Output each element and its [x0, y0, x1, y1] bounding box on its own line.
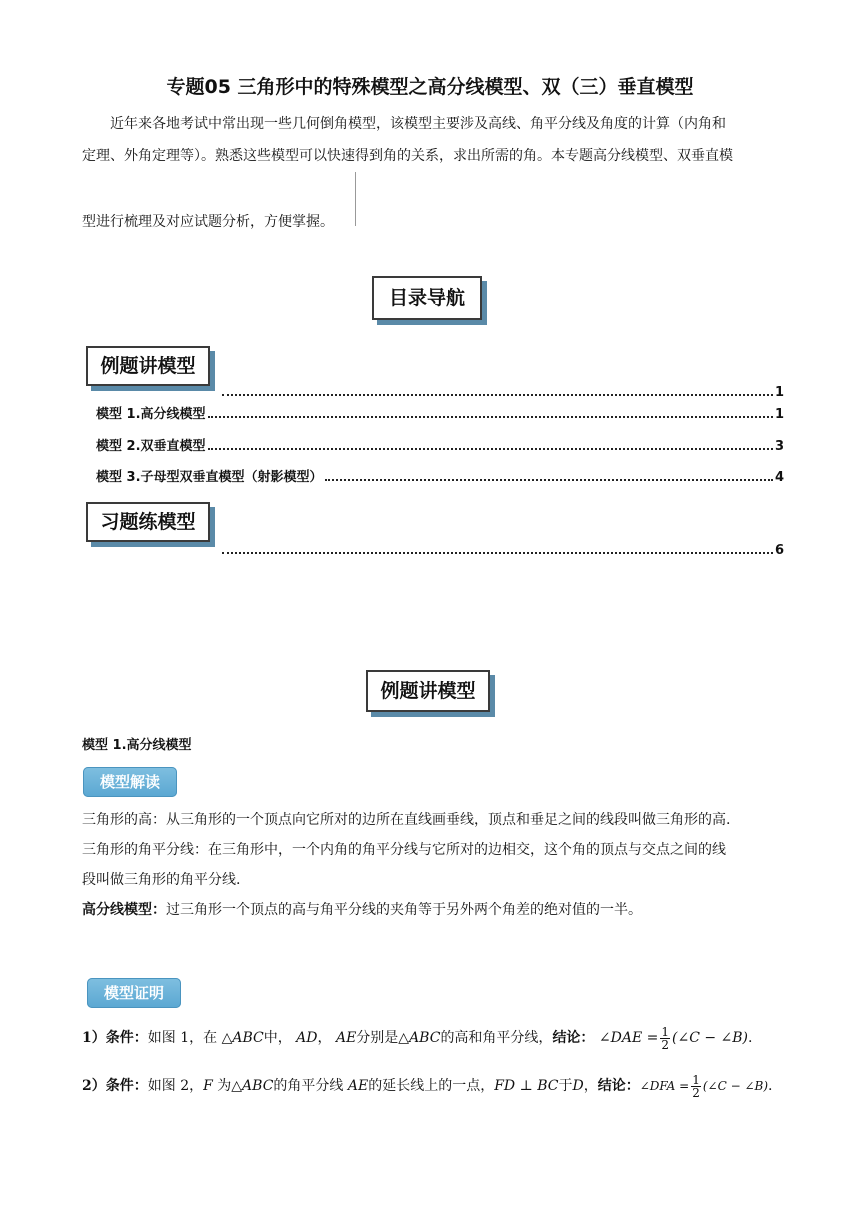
cond2-fraction	[691, 1074, 701, 1099]
model-statement-text: 过三角形一个顶点的高与角平分线的夹角等于另外两个角差的绝对值的一半。	[166, 902, 642, 918]
cond1-fraction	[660, 1026, 670, 1051]
cond2-text: 的延长线上的一点，	[368, 1078, 495, 1094]
cond1-label: 条件：	[105, 1030, 148, 1046]
fraction-denominator: 2	[661, 1037, 669, 1052]
definition-bisector-1: 三角形的角平分线：在三角形中，一个内角的角平分线与它所对的边相交，这个角的顶点与交点之间的线	[82, 842, 726, 858]
cond1-formula-rhs: (∠C − ∠B)	[672, 1030, 749, 1046]
toc-dots	[325, 478, 773, 481]
toc-item-label: 模型 3.子母型双垂直模型（射影模型）	[96, 470, 323, 485]
cond2-text: 于	[558, 1078, 573, 1094]
cond1-text: ，	[317, 1030, 332, 1046]
cond2-f: F	[203, 1078, 213, 1094]
cond2-fd-perp-bc: FD ⊥ BC	[494, 1078, 559, 1094]
toc-dots	[208, 447, 773, 450]
toc-page-number: 3	[774, 439, 784, 454]
toc-section-exercise[interactable]: 习题练模型	[86, 502, 210, 542]
intro-line-3: 型进行梳理及对应试题分析，方便掌握。	[82, 214, 334, 230]
condition-1	[82, 1024, 782, 1052]
toc-dots	[208, 415, 773, 418]
toc-header: 目录导航	[372, 276, 482, 320]
toc-section2-leader[interactable]	[222, 538, 784, 558]
definition-height: 三角形的高：从三角形的一个顶点向它所对的边所在直线画垂线，顶点和垂足之间的线段叫做三角形的高.	[82, 812, 731, 828]
cond1-text: 中，	[263, 1030, 292, 1046]
cond1-triangle: △ABC	[221, 1030, 264, 1046]
cond1-text: 如图 1，在	[147, 1030, 218, 1046]
condition-2	[82, 1072, 782, 1100]
cond2-text: ，	[583, 1078, 598, 1094]
section-box-example: 例题讲模型	[366, 670, 490, 712]
toc-page-number: 1	[774, 385, 784, 400]
cond1-triangle-2: △ABC	[398, 1030, 441, 1046]
intro-line-2: 定理、外角定理等）。熟悉这些模型可以快速得到角的关系，求出所需的角。本专题高分线模型、双垂直模	[82, 148, 733, 164]
toc-dots	[222, 393, 773, 396]
cond2-end: .	[768, 1078, 773, 1094]
tag-model-reading: 模型解读	[83, 767, 177, 797]
cond1-formula-lhs: ∠DAE =	[598, 1030, 659, 1046]
fraction-numerator: 1	[661, 1024, 669, 1039]
toc-item-label: 模型 2.双垂直模型	[96, 439, 206, 454]
cond2-text: 如图 2，	[147, 1078, 204, 1094]
toc-page-number: 4	[774, 470, 784, 485]
toc-section1-leader[interactable]	[222, 380, 784, 400]
toc-item-model-3[interactable]	[96, 465, 784, 485]
toc-item-model-1[interactable]	[96, 402, 784, 422]
toc-item-model-2[interactable]	[96, 434, 784, 454]
page-title: 专题05 三角形中的特殊模型之高分线模型、双（三）垂直模型	[166, 76, 694, 98]
cond1-ad: AD	[296, 1030, 318, 1046]
definition-bisector-2: 段叫做三角形的角平分线.	[82, 872, 241, 888]
model-statement-label: 高分线模型：	[82, 902, 166, 918]
cond2-conclusion-label: 结论：	[597, 1078, 640, 1094]
cond2-formula-lhs: ∠DFA =	[639, 1079, 690, 1093]
fraction-numerator: 1	[692, 1072, 700, 1087]
cond1-text: 分别是	[356, 1030, 399, 1046]
model-statement	[82, 896, 782, 924]
cond2-num: 2）	[82, 1078, 106, 1094]
cond1-end: .	[748, 1030, 753, 1046]
toc-dots	[222, 551, 773, 554]
cond1-ae: AE	[335, 1030, 357, 1046]
tag-model-proof: 模型证明	[87, 978, 181, 1008]
cond2-ae: AE	[347, 1078, 369, 1094]
toc-page-number: 1	[774, 407, 784, 422]
intro-line-1: 近年来各地考试中常出现一些几何倒角模型，该模型主要涉及高线、角平分线及角度的计算（内角和	[110, 116, 726, 132]
cond2-text: 为	[217, 1078, 232, 1094]
model-1-heading: 模型 1.高分线模型	[82, 738, 192, 753]
cond2-text: 的角平分线	[273, 1078, 344, 1094]
cond2-d: D	[572, 1078, 584, 1094]
fraction-denominator: 2	[692, 1085, 700, 1100]
toc-item-label: 模型 1.高分线模型	[96, 407, 206, 422]
cond2-label: 条件：	[105, 1078, 148, 1094]
cond1-text: 的高和角平分线，	[440, 1030, 553, 1046]
cond1-num: 1）	[82, 1030, 106, 1046]
cond1-conclusion-label: 结论：	[552, 1030, 595, 1046]
toc-page-number: 6	[774, 543, 784, 558]
toc-section-example[interactable]: 例题讲模型	[86, 346, 210, 386]
cond2-formula-rhs: (∠C − ∠B)	[702, 1079, 769, 1093]
cond2-triangle: △ABC	[231, 1078, 274, 1094]
